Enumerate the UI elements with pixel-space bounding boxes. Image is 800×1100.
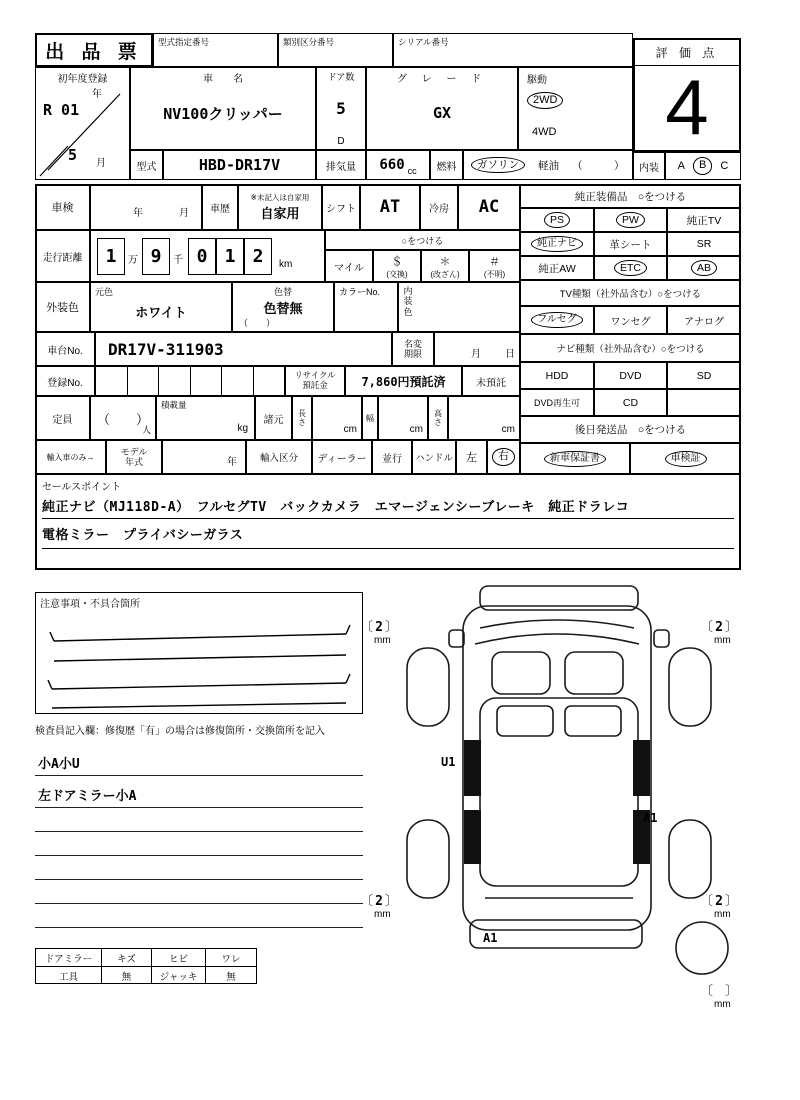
load-unit: kg: [237, 423, 248, 434]
front-seat-right: [565, 652, 623, 694]
equipment-ab-cell: [667, 256, 741, 280]
mileage-option-exchange: [373, 250, 421, 282]
reg-box-5: [222, 367, 254, 395]
chassis-label: 車台No.: [35, 332, 95, 366]
load-label: 積載量: [161, 400, 187, 410]
capacity-label: 定員: [35, 396, 90, 440]
name-change-day-unit: 日: [505, 349, 515, 360]
capacity-cell: [90, 396, 156, 440]
inspector-note-1: 小A小U: [35, 740, 363, 776]
interior-grade-a: A: [677, 160, 686, 172]
first-reg-era-value: R 01: [43, 101, 80, 119]
car-body-outline: [463, 606, 651, 930]
handle-right-cell: [487, 440, 520, 474]
sales-points-line1: 純正ナビ（MJ118D-A） フルセグTV バックカメラ エマージェンシーブレーキ 純正ドラレコ: [42, 493, 734, 519]
equipment-etc-cell: [594, 256, 667, 280]
measure-spare: [700, 980, 746, 1010]
mileage-check-header: ○をつける: [325, 230, 520, 250]
model-code-label: 型式: [130, 150, 163, 180]
tools-broken: ワレ: [221, 953, 241, 965]
chassis-value: DR17V-311903: [108, 339, 224, 359]
mileage-option-tampered-sub: (改ざん): [430, 269, 460, 279]
name-change-month-unit: 月: [471, 349, 481, 360]
chassis-value-cell: [95, 332, 392, 366]
spare-circle: [676, 922, 728, 974]
bracket-close: 〕: [725, 619, 739, 634]
import-model-year-cell: [106, 440, 162, 474]
base-color-value: ホワイト: [135, 305, 187, 321]
sales-points-box: [35, 474, 741, 570]
wheel-rear-left: [407, 820, 449, 898]
evaluation-box: [633, 38, 741, 152]
mileage-digits-cell: [90, 230, 325, 282]
diagram-label-a1-right: A1: [643, 811, 658, 825]
spec-length-value-cell: [312, 396, 362, 440]
inspector-blank-line-3: [35, 856, 363, 880]
inspector-blank-line-4: [35, 880, 363, 904]
first-registration-cell: [35, 67, 130, 180]
tools-none-1: 無: [102, 967, 152, 984]
navi-cd: CD: [594, 389, 667, 416]
rear-seat-right: [565, 706, 621, 736]
equipment-leather: 革シート: [594, 232, 667, 256]
recycle-label: リサイクル預託金: [294, 370, 336, 390]
mirror-right: [654, 630, 669, 647]
bracket-open: 〔: [360, 619, 374, 634]
grade-value: GX: [432, 103, 452, 122]
tv-type-header: TV種類（社外品含む）○をつける: [520, 280, 741, 306]
navi-sd: SD: [667, 362, 741, 389]
color-change-label: 色替: [273, 287, 292, 297]
bracket-close: 〕: [725, 893, 739, 908]
measure-top-right: [700, 616, 746, 646]
grade-label: グ レ ー ド: [396, 74, 488, 85]
serial-number-cell: [393, 33, 633, 67]
name-change-date-cell: [434, 332, 520, 366]
mileage-unit: km: [279, 259, 293, 270]
history-note: ※未記入は自家用: [250, 193, 310, 202]
mileage-option-tampered-sym: ＊: [439, 255, 451, 268]
defect-notes-label: 注意事項・不具合箇所: [40, 599, 140, 610]
spec-width-value-cell: [378, 396, 428, 440]
mileage-option-unknown: [469, 250, 520, 282]
measure-top-left: [360, 616, 406, 646]
tools-scratch: キズ: [102, 949, 152, 966]
spec-length-unit: cm: [343, 424, 357, 435]
color-change-value: 色替無: [263, 300, 303, 316]
mileage-digit-1: 0: [188, 238, 216, 275]
reg-box-3: [159, 367, 191, 395]
history-value: 自家用: [260, 206, 300, 221]
navi-type-header: ナビ種類（社外品含む）○をつける: [520, 334, 741, 362]
mileage-option-unknown-sym: ＃: [489, 255, 500, 268]
history-cell: [238, 184, 322, 230]
mileage-option-exchange-sym: ＄: [391, 255, 403, 268]
inspector-notes-area: [35, 740, 363, 928]
fuel-options-cell: [463, 150, 633, 180]
interior-grade-label: 内装: [633, 152, 665, 180]
mileage-option-mile: マイル: [325, 250, 373, 282]
import-division-label: 輸入区分: [246, 440, 312, 474]
bracket-open: 〔: [700, 983, 714, 998]
equipment-navi-cell: [520, 232, 594, 256]
defect-notes-box: [35, 592, 363, 714]
tv-fullseg-cell: [520, 306, 594, 334]
first-reg-year-unit: 年: [92, 89, 102, 100]
displacement-label: 排気量: [316, 150, 366, 180]
fuel-other-option: （ ）: [572, 159, 625, 172]
spec-height-unit: cm: [501, 424, 515, 435]
interior-color-cell: [398, 282, 520, 332]
drive-cell: [518, 67, 633, 150]
warranty-cell: [520, 443, 630, 474]
reg-box-1: [96, 367, 128, 395]
measure-bottom-right: [700, 890, 746, 920]
color-change-cell: [232, 282, 334, 332]
history-label: 車歴: [202, 184, 238, 230]
tv-fullseg: フルセグ: [531, 312, 583, 328]
tools-crack: ヒビ: [152, 949, 206, 966]
first-reg-month-unit: 月: [96, 158, 106, 169]
measure-unit: mm: [714, 635, 731, 646]
doors-cell: [316, 67, 366, 150]
spec-height-value-cell: [448, 396, 520, 440]
drive-label: 駆動: [527, 75, 547, 86]
sales-points-label: セールスポイント: [42, 482, 122, 493]
rear-seat-left: [497, 706, 553, 736]
mileage-label: 走行距離: [35, 230, 90, 282]
diagram-label-u1: U1: [441, 755, 456, 769]
equipment-header: 純正装備品 ○をつける: [520, 184, 741, 208]
reg-box-6: [254, 367, 285, 395]
bracket-open: 〔: [700, 619, 714, 634]
color-no-label: カラーNo.: [339, 287, 381, 297]
tools-none-2: 無: [226, 971, 236, 983]
spec-width-unit: cm: [409, 424, 423, 435]
fuel-label: 燃料: [430, 150, 463, 180]
measure-unit: mm: [374, 909, 391, 920]
class-number-label: 類別区分番号: [283, 37, 335, 47]
warranty-book: 新車保証書: [544, 451, 606, 467]
first-reg-month-value: 5: [68, 146, 78, 164]
name-change-label: 名変期限: [403, 338, 422, 359]
defect-notes-lines: [36, 593, 362, 712]
inspection-cert-cell: [630, 443, 741, 474]
evaluation-label: 評 価 点: [635, 40, 739, 66]
tv-analog: アナログ: [667, 306, 741, 334]
mileage-digit-man: 1: [97, 238, 125, 275]
import-parallel-option: 並行: [372, 440, 412, 474]
navi-dvd: DVD: [594, 362, 667, 389]
first-reg-slashes: [36, 82, 129, 179]
cooling-label: 冷房: [420, 184, 458, 230]
spec-length-label: 長さ: [298, 408, 306, 427]
shaken-year-unit: 年: [133, 208, 143, 219]
capacity-paren: （ ）: [96, 411, 149, 427]
measure-unit: mm: [714, 909, 731, 920]
exterior-color-label: 外装色: [35, 282, 90, 332]
car-diagram: [385, 580, 745, 982]
import-only-label: 輸入車のみ→: [35, 440, 106, 474]
name-change-cell: [392, 332, 434, 366]
tools-door-mirror: ドアミラー: [36, 949, 102, 966]
measure-value: 2: [375, 894, 383, 909]
navi-hdd: HDD: [520, 362, 594, 389]
bracket-close: 〕: [725, 983, 739, 998]
reg-box-4: [191, 367, 223, 395]
inspector-blank-line-2: [35, 832, 363, 856]
inspector-blank-line-1: [35, 808, 363, 832]
equipment-ab: AB: [691, 260, 717, 277]
equipment-sr: SR: [667, 232, 741, 256]
form-title: 出 品 票: [35, 33, 153, 67]
tools-table: [35, 948, 257, 984]
pillar-right-upper: [633, 740, 650, 796]
interior-grade-b: B: [693, 157, 712, 174]
shaken-date-cell: [90, 184, 202, 230]
measure-unit: mm: [714, 999, 731, 1010]
import-year-cell: [162, 440, 246, 474]
recycle-label-cell: [285, 366, 345, 396]
color-change-paren: （ ）: [239, 318, 276, 328]
pillar-left-lower: [464, 810, 481, 864]
mileage-digit-3: 2: [244, 238, 272, 275]
drive-4wd-option: 4WD: [532, 126, 557, 138]
recycle-not-deposited: 未預託: [462, 366, 520, 396]
model-code-value: HBD-DR17V: [163, 150, 316, 180]
recycle-deposited-value: 7,860円預託済: [345, 366, 462, 396]
handle-right-option: 右: [492, 448, 515, 465]
equipment-aw: 純正AW: [520, 256, 594, 280]
hood-line: [480, 620, 634, 628]
bracket-open: 〔: [360, 893, 374, 908]
equipment-etc: ETC: [614, 260, 647, 277]
import-model-year-label: モデル年式: [120, 446, 148, 467]
base-color-label: 元色: [95, 287, 114, 297]
tv-oneseg: ワンセグ: [594, 306, 667, 334]
spec-label: 諸元: [255, 396, 292, 440]
fuel-diesel-option: 軽油: [538, 159, 559, 172]
mileage-digit-2: 1: [216, 238, 244, 275]
mileage-sen-unit: 千: [173, 255, 183, 266]
equipment-tv: 純正TV: [667, 208, 741, 232]
wheel-rear-right: [669, 820, 711, 898]
front-seat-left: [492, 652, 550, 694]
shift-value: AT: [360, 184, 420, 230]
mileage-man-unit: 万: [128, 255, 138, 266]
equipment-navi: 純正ナビ: [531, 236, 583, 252]
navi-dvd-play: DVD再生可: [520, 389, 594, 416]
base-color-cell: [90, 282, 232, 332]
equipment-ps-cell: [520, 208, 594, 232]
inspector-note-2: 左ドアミラー小A: [35, 776, 363, 808]
drive-2wd-option: 2WD: [527, 92, 563, 109]
spec-height-label: 高さ: [434, 408, 442, 427]
evaluation-score: 4: [665, 62, 709, 151]
registration-no-boxes: [95, 366, 285, 396]
later-shipment-header: 後日発送品 ○をつける: [520, 416, 741, 443]
spec-length-label-cell: [292, 396, 312, 440]
navi-blank-cell: [667, 389, 741, 416]
pillar-left-upper: [464, 740, 481, 796]
interior-color-label: 内装色: [403, 286, 413, 317]
load-cell: [156, 396, 255, 440]
car-name-value: NV100クリッパー: [163, 105, 283, 123]
import-year-unit: 年: [227, 457, 237, 468]
doors-unit: D: [337, 136, 345, 147]
shaken-month-unit: 月: [179, 208, 189, 219]
diagram-label-a1-bottom: A1: [483, 931, 498, 945]
model-designation-cell: [153, 33, 278, 67]
mileage-option-tampered: [421, 250, 469, 282]
windshield-line: [475, 634, 639, 644]
equipment-pw: PW: [616, 212, 645, 229]
mileage-option-exchange-sub: (交換): [386, 269, 408, 279]
import-dealer-option: ディーラー: [312, 440, 372, 474]
reg-box-2: [128, 367, 160, 395]
interior-grade-c: C: [720, 160, 729, 172]
measure-value: 2: [375, 620, 383, 635]
equipment-ps: PS: [544, 212, 570, 229]
mileage-option-unknown-sub: (不明): [483, 269, 506, 279]
handle-left-option: 左: [456, 440, 487, 474]
wheel-front-left: [407, 648, 449, 726]
doors-label: ドア数: [327, 72, 355, 82]
inspector-instruction: 検査員記入欄：修復歴「有」の場合は修復箇所・交換箇所を記入: [35, 726, 325, 737]
measure-value: 2: [715, 894, 723, 909]
bracket-close: 〕: [385, 619, 399, 634]
inspection-cert: 車検証: [665, 451, 707, 467]
displacement-cell: [366, 150, 430, 180]
car-name-cell: [130, 67, 316, 150]
wheel-front-right: [669, 648, 711, 726]
registration-no-label: 登録No.: [35, 366, 95, 396]
tools-jack: ジャッキ: [152, 967, 206, 984]
capacity-unit: 人: [141, 425, 151, 435]
inspector-blank-line-5: [35, 904, 363, 928]
mirror-left: [449, 630, 464, 647]
shaken-label: 車検: [35, 184, 90, 230]
first-registration-label: 初年度登録: [57, 74, 108, 85]
grade-cell: [366, 67, 518, 150]
spec-width-label: 幅: [362, 396, 378, 440]
serial-number-label: シリアル番号: [398, 37, 449, 47]
doors-value: 5: [336, 99, 346, 118]
handle-label: ハンドル: [412, 440, 456, 474]
spec-height-label-cell: [428, 396, 448, 440]
interior-grade-options: [665, 152, 741, 180]
cooling-value: AC: [458, 184, 520, 230]
cabin-outline: [480, 698, 638, 886]
mileage-digit-sen: 9: [142, 238, 170, 275]
tools-label: 工具: [36, 967, 102, 984]
measure-unit: mm: [374, 635, 391, 646]
bracket-close: 〕: [385, 893, 399, 908]
sales-points-line2: 電格ミラー プライバシーガラス: [42, 519, 734, 549]
measure-bottom-left: [360, 890, 406, 920]
bracket-open: 〔: [700, 893, 714, 908]
displacement-value: 660: [379, 157, 405, 173]
car-name-label: 車 名: [203, 74, 243, 85]
fuel-gasoline-option: ガソリン: [471, 157, 525, 174]
measure-value: 2: [715, 620, 723, 635]
color-no-cell: [334, 282, 398, 332]
class-number-cell: [278, 33, 393, 67]
equipment-pw-cell: [594, 208, 667, 232]
shift-label: シフト: [322, 184, 360, 230]
displacement-unit: cc: [407, 166, 417, 176]
model-designation-label: 型式指定番号: [158, 37, 210, 47]
